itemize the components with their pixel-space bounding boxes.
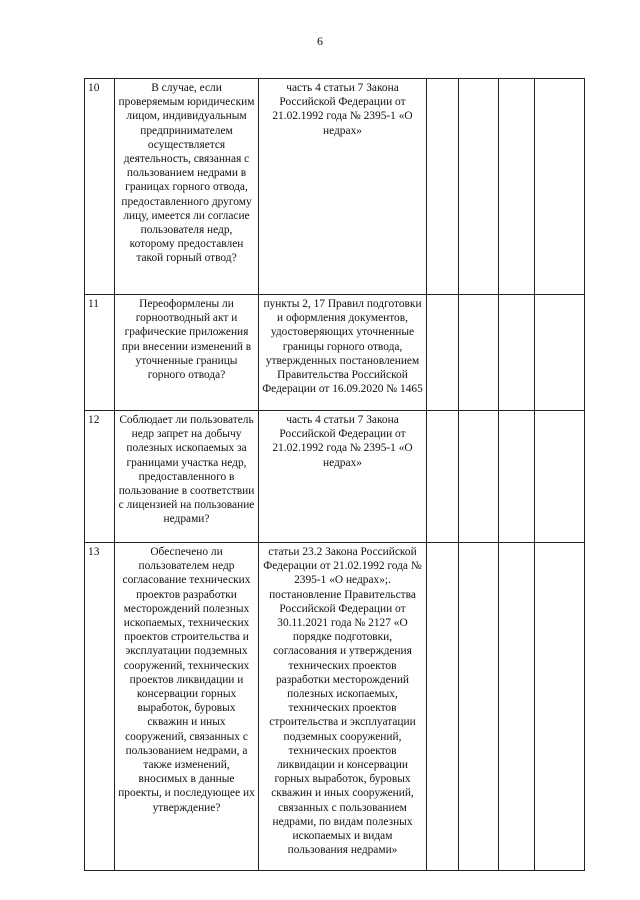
- table-row: [85, 543, 585, 871]
- requirement-question: Обеспечено ли пользователем недр согласование технических проектов разработки месторождений полезных ископаемых, технических проектов строительства и эксплуатации подземных сооружений, технических проектов ликвидации и консервации горных выработок, буровых скважин и иных сооружений, связанных с пользованием недрами, а также изменений, вносимых в данные проекты, и последующее их утверждение?: [115, 543, 259, 871]
- answer-cell: [427, 543, 459, 871]
- requirement-question: Соблюдает ли пользователь недр запрет на добычу полезных ископаемых за границами участка недр, предоставленного в пользование в соответствии с лицензией на пользование недрами?: [115, 411, 259, 543]
- answer-cell: [427, 79, 459, 295]
- answer-cell: [459, 411, 499, 543]
- answer-cell: [499, 411, 535, 543]
- answer-cell: [535, 79, 585, 295]
- answer-cell: [459, 79, 499, 295]
- requirement-question: Переоформлены ли горноотводный акт и графические приложения при внесении изменений в уточненные границы горного отвода?: [115, 295, 259, 411]
- answer-cell: [499, 543, 535, 871]
- answer-cell: [427, 411, 459, 543]
- answer-cell: [499, 79, 535, 295]
- row-number: 12: [85, 411, 115, 543]
- legal-reference: часть 4 статьи 7 Закона Российской Федерации от 21.02.1992 года № 2395-1 «О недрах»: [259, 79, 427, 295]
- answer-cell: [459, 543, 499, 871]
- answer-cell: [535, 543, 585, 871]
- answer-cell: [535, 295, 585, 411]
- page-number: 6: [317, 34, 323, 48]
- answer-cell: [535, 411, 585, 543]
- requirement-question: В случае, если проверяемым юридическим лицом, индивидуальным предпринимателем осуществляется деятельность, связанная с пользованием недрами в границах горного отвода, предоставленного другому лицу, имеется ли согласие пользователя недр, которому предоставлен такой горный отвод?: [115, 79, 259, 295]
- table-row: [85, 295, 585, 411]
- row-number: 13: [85, 543, 115, 871]
- legal-reference: пункты 2, 17 Правил подготовки и оформления документов, удостоверяющих уточненные границы горного отвода, утвержденных постановлением Правительства Российской Федерации от 16.09.2020 № 1465: [259, 295, 427, 411]
- table-row: [85, 79, 585, 295]
- legal-reference: часть 4 статьи 7 Закона Российской Федерации от 21.02.1992 года № 2395-1 «О недрах»: [259, 411, 427, 543]
- answer-cell: [499, 295, 535, 411]
- row-number: 11: [85, 295, 115, 411]
- table-row: [85, 411, 585, 543]
- answer-cell: [459, 295, 499, 411]
- legal-reference: статьи 23.2 Закона Российской Федерации от 21.02.1992 года № 2395-1 «О недрах»;. постановление Правительства Российской Федерации от 30.11.2021 года № 2127 «О порядке подготовки, согласования и утверждения технических проектов разработки месторождений полезных ископаемых, технических проектов строительства и эксплуатации подземных сооружений, технических проектов ликвидации и консервации горных выработок, буровых скважин и иных сооружений, связанных с пользованием недрами, по видам полезных ископаемых и видам пользования недрами»: [259, 543, 427, 871]
- checklist-table: [84, 78, 585, 871]
- row-number: 10: [85, 79, 115, 295]
- answer-cell: [427, 295, 459, 411]
